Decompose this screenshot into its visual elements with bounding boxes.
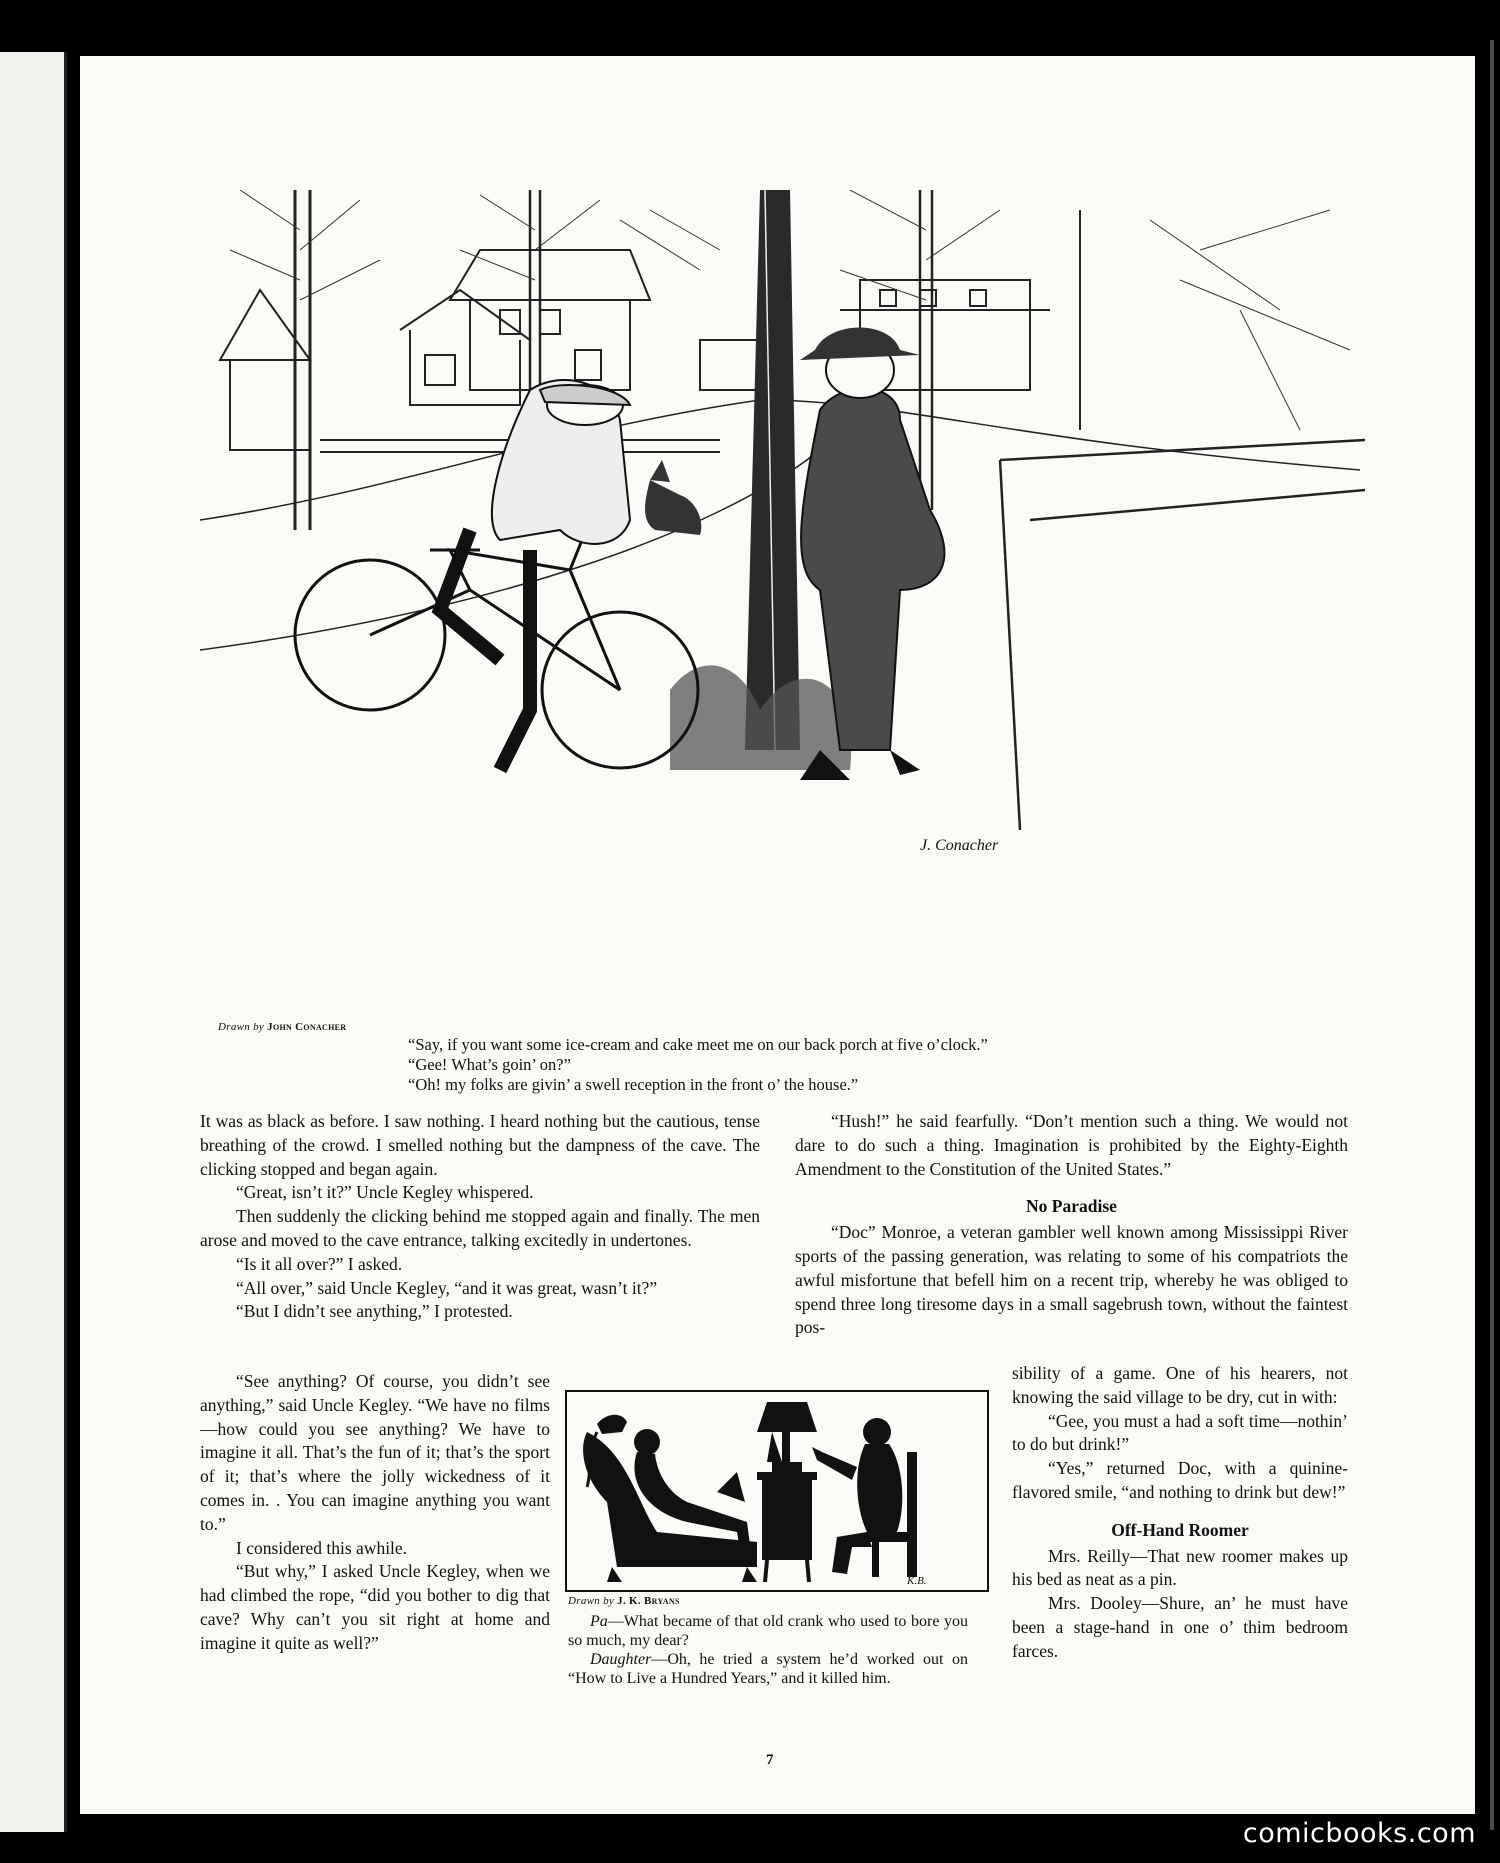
body-paragraph: “See anything? Of course, you didn’t see anything,” said Uncle Kegley. “We have no films—how could you see anything? We have to imagine it all. That’s the fun of it; that’s the sport of it; that’s where the jolly wickedness of it comes in. . You can imagine anything you want to.” — [200, 1371, 550, 1534]
body-paragraph: It was as black as before. I saw nothing. I heard nothing but the cautious, tense breathing of the crowd. I smelled nothing but the dampness of the cave. The clicking stopped and began again. — [200, 1111, 760, 1179]
speaker-name: Daughter — [590, 1651, 652, 1668]
left-column-top — [200, 1110, 760, 1324]
body-paragraph: “But why,” I asked Uncle Kegley, when we had climbed the rope, “did you bother to dig that cave? Why can’t you sit right at home and imagine it quite as well?” — [200, 1561, 550, 1653]
body-paragraph: Mrs. Reilly—That new roomer makes up his bed as neat as a pin. — [1012, 1545, 1348, 1590]
speaker-name: Pa — [590, 1613, 608, 1630]
body-paragraph: “Hush!” he said fearfully. “Don’t mention such a thing. We would not dare to do such a thing. Imagination is prohibited by the Eighty-Eighth Amendment to the Constitution of the United States.” — [795, 1111, 1348, 1179]
body-paragraph: “Gee, you must a had a soft time—nothin’ to do but drink!” — [1012, 1410, 1348, 1455]
left-column-narrow — [200, 1370, 550, 1656]
silhouette-cartoon — [565, 1390, 989, 1592]
caption-line: “Oh! my folks are givin’ a swell reception in the front o’ the house.” — [408, 1075, 859, 1094]
credit-name: John Conacher — [267, 1021, 347, 1033]
credit-prefix: Drawn by — [568, 1595, 615, 1607]
cartoon-caption — [568, 1612, 968, 1688]
svg-text:J. Conacher: J. Conacher — [920, 837, 999, 854]
credit-prefix: Drawn by — [218, 1021, 265, 1033]
main-illustration — [200, 190, 1365, 1010]
right-column-narrow — [1012, 1362, 1348, 1664]
body-paragraph: “Yes,” returned Doc, with a quinine-flavored smile, “and nothing to drink but dew!” — [1012, 1458, 1348, 1502]
caption-line: “Gee! What’s goin’ on?” — [408, 1055, 571, 1074]
section-heading: No Paradise — [1026, 1196, 1117, 1217]
body-paragraph: “Doc” Monroe, a veteran gambler well known among Mississippi River sports of the passing generation, was relating to some of his compatriots the awful misfortune that befell him on a recent trip, whereby he was obliged to spend three long tiresome days in a small sagebrush town, without the faintest pos- — [795, 1222, 1348, 1338]
site-watermark: comicbooks.com — [1242, 1818, 1476, 1849]
section-heading: Off-Hand Roomer — [1111, 1519, 1249, 1540]
dialogue-line: —What became of that old crank who used to bore you so much, my dear? — [568, 1613, 968, 1649]
body-paragraph: Then suddenly the clicking behind me stopped again and finally. The men arose and moved to the cave entrance, talking excitedly in undertones. — [200, 1206, 760, 1250]
caption-line: “Say, if you want some ice-cream and cake meet me on our back porch at five o’clock.” — [408, 1035, 988, 1054]
body-paragraph: I considered this awhile. — [236, 1537, 408, 1558]
body-paragraph: “But I didn’t see anything,” I protested. — [236, 1301, 513, 1322]
body-paragraph: sibility of a game. One of his hearers, not knowing the said village to be dry, cut in with: — [1012, 1363, 1348, 1407]
previous-page-edge — [0, 52, 67, 1832]
body-paragraph: “Great, isn’t it?” Uncle Kegley whispered. — [236, 1182, 534, 1203]
svg-text:K.B.: K.B. — [907, 1575, 927, 1587]
body-paragraph: “All over,” said Uncle Kegley, “and it was great, wasn’t it?” — [236, 1277, 658, 1298]
body-paragraph: Mrs. Dooley—Shure, an’ he must have been a stage-hand in one o’ thim bedroom farces. — [1012, 1593, 1348, 1661]
illustration-credit — [218, 1021, 346, 1033]
cartoon-credit — [568, 1595, 680, 1607]
right-column-top — [795, 1110, 1348, 1340]
credit-name: J. K. Bryans — [617, 1595, 680, 1607]
page-number: 7 — [766, 1752, 774, 1768]
page-edge-rule — [1490, 40, 1494, 1830]
body-paragraph: “Is it all over?” I asked. — [236, 1253, 403, 1274]
illustration-caption — [408, 1035, 988, 1095]
dialogue-line: —Oh, he tried a system he’d worked out on “How to Live a Hundred Years,” and it killed him. — [568, 1651, 968, 1687]
